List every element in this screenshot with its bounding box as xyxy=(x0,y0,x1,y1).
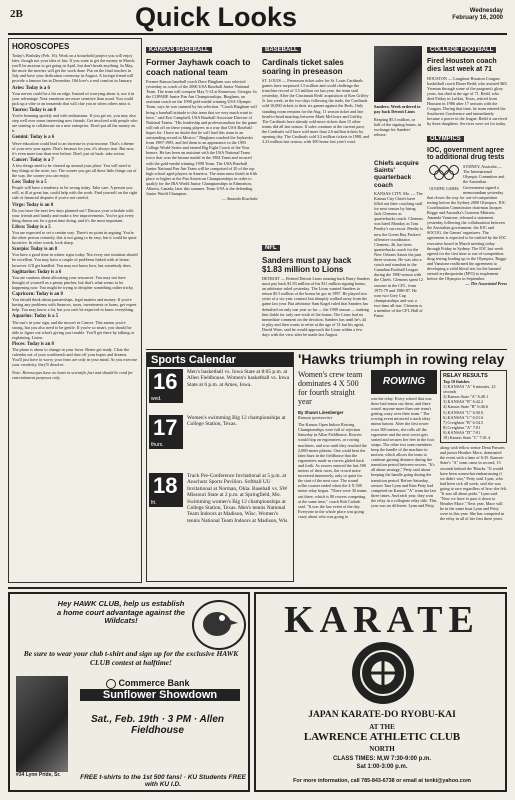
relay-subtitle: Top 10 finishes xyxy=(443,379,470,384)
karate-word: KARATE xyxy=(284,599,480,641)
jayhawk-icon xyxy=(194,602,240,644)
calendar-day-of-week: fri. xyxy=(151,500,157,506)
college-body: HOUSTON — Longtime Houston Cougars basketball coach Elmer Redd, who assisted Bill Yeoman through some of the program's glory years, has died at the age of 71. Redd, who died Friday in Lufkin, Texas, retired from Houston in 1986 after 17 seasons with the Cougars. During that time, he team entered the Southwest Conference and immediately became a power in the league. Redd is survived by three daughters. Services were set for today. xyxy=(427,75,507,127)
chiefs-body: KANSAS CITY, Mo. — The Kansas City Chiefs have filled out their coaching staff for next season by hiring Jack Clemens as quarterbacks coach. Clemens was hired Monday as Tom Pendry's successor. Pendry is now the Green Bay Packers' offensive coordinator. Clemens, 46, has been quarterbacks coach for the New Orleans Saints the past three seasons. He was also a coach and standout in the Canadian Football League during the 1980 season with the Chiefs. Clemens spent 12 seasons in the CFL, from 1975-79 and 1980-87. He won two Grey Cup championships and was a two-time all-star. Clemens is a member of the CFL Hall of Fame. xyxy=(374,190,423,319)
horoscopes-title: HOROSCOPES xyxy=(12,42,70,51)
horoscope-sign xyxy=(12,158,138,178)
karate-ad xyxy=(254,592,507,792)
horoscope-sign-name: Sagittarius: Today is a 6 xyxy=(12,269,62,275)
horoscope-sign xyxy=(12,203,138,223)
horoscope-sign-name: Taurus: Today is an 8 xyxy=(12,107,57,113)
olympic-logo-caption: OLYMPIC GAMES xyxy=(429,187,459,192)
rowing-col-2 xyxy=(371,370,437,584)
horoscope-sign xyxy=(12,342,138,367)
player-caption: #34 Lynn Pride, Sr. xyxy=(16,772,61,778)
header-rule xyxy=(8,33,507,35)
event-when: Sat., Feb. 19th · 3 PM · Allen Fieldhouse xyxy=(91,714,224,736)
sanders-caption: Sanders: Week ordered to pay back Detroit Lions xyxy=(374,104,421,115)
rowing-text-3: along with fellow senior Dena Parsons and junior Heather Mace, dominated the event with a time of 6:35. Kansas-State's "A" team came in second, 13 seconds behind the 'Hawks. "It would have been somewhat embarrassing if we didn't win," Petty said. Lynn, who had been sick all week, said she was going to race regardless of how she felt. "It was all about pride," Lynn said. "Now we have to pass it down to Heather Mace." Next year, Mace will be in the same boat Lynn and Petty were in this year. She has competed in the relay in all of her first three years. xyxy=(440,445,507,522)
ad-rule xyxy=(8,587,507,589)
bank-logo-icon xyxy=(106,679,116,689)
horoscope-sign xyxy=(12,270,138,290)
calendar-event-text: Men's basketball vs. Iowa State at 8:05 p.m. at Allen Fieldhouse. Women's basketball vs. Iowa State at 6 p.m. at Ames, Iowa. xyxy=(187,369,290,388)
issue-day: Wednesday xyxy=(469,8,503,14)
horoscope-sign-text: Your nerves could be a bit on edge. Instead of worrying about it, use it in your advantage. Your emotions are more sensitive than usual. You could pick up a vibe or an innuendo that will clue you in when others miss it. xyxy=(12,90,135,106)
college-section: COLLEGE FOOTBALL xyxy=(427,47,496,53)
horoscope-sign-text: You are expected to set a certain way. There's no point in arguing. You're the other person certainly, this is not going to be easy, but it could be quite lucrative. In other words, look sharp. xyxy=(12,230,137,246)
horoscope-sign-text: Wave education could lead to an increase in your income. That's a theme of your new year again. That's because for you, it's always true. But now, it's even more true than ever before. Don't just sit back: take action. xyxy=(12,140,135,156)
nfl-story xyxy=(262,236,370,348)
rowing-col-3 xyxy=(440,370,507,584)
calendar-day-number: 16 xyxy=(153,369,178,394)
relay-rows xyxy=(443,384,504,440)
calendar-day xyxy=(147,369,294,407)
cardinals-headline: Cardinals ticket sales soaring in preseason xyxy=(262,58,344,76)
horoscope-sign-text: The sun's in your sign, and the moon's in Cancer. This means you're strong, but you also need to be gentle. If you're so smart, you should be able to figure out what's giving you trouble. You'll get there by talking or explaining. Listen. xyxy=(12,319,135,340)
horoscopes-note: Note: Horoscopes have no basis in scientific fact and should be read for entertainment purposes only. xyxy=(12,370,133,381)
rowing-deck: Women's crew team dominates 4 X 500 for fourth straight year xyxy=(298,370,363,406)
horoscope-sign xyxy=(12,292,138,312)
karate-seal xyxy=(352,642,414,704)
rowing-logo: ROWING xyxy=(371,370,437,394)
hawk-club-ad xyxy=(8,592,250,792)
horoscope-sign-text: You are cautious about allocating your resources. You may not have thought of yourself as a penny pincher, but that's what seems to be happening now. You might be trying to decipher something rather tricky. xyxy=(12,274,134,290)
cardinals-story xyxy=(262,38,370,233)
relay-result-row: 8) Creighton "A" 7:01 xyxy=(443,424,481,430)
mid-rule xyxy=(146,349,507,350)
rowing-byline: By Shawn Linenberger xyxy=(298,410,344,415)
right-column xyxy=(427,38,507,348)
horoscope-sign-name: Gemini: Today is a 6 xyxy=(12,135,55,141)
issue-date xyxy=(452,8,503,22)
olympics-credit: — The Associated Press xyxy=(465,281,507,287)
calendar-day xyxy=(147,415,294,453)
issue-date-text: February 16, 2000 xyxy=(452,15,503,21)
rowing-headline: 'Hawks triumph in rowing relay xyxy=(298,352,505,367)
calendar-event-text: Women's swimming Big 12 championships at College Station, Texas. xyxy=(187,415,286,428)
horoscope-sign-name: Pisces: Today is an 8 xyxy=(12,341,54,347)
horoscope-sign-text: You should think about partnerships, legal matters and money. If you're having any problems with finances, taxes, investments or loans, get expert help. You may know a lot, but you can't be expected to know everything. xyxy=(12,297,137,313)
calendar-title: Sports Calendar xyxy=(147,353,293,367)
relay-result-row: 1) KANSAS "A" 6 minutes, 23 seconds xyxy=(443,384,496,395)
sanders-continued: Reaping $5.5 million, or half of the signing bonus, in exchange for Sanders' release. xyxy=(374,117,421,138)
relay-results-box xyxy=(440,370,507,443)
relay-result-row: 3) KANSAS "B" 6:42.2 xyxy=(443,399,484,405)
kansas-byline: — Amanda Koschake xyxy=(222,196,258,202)
horoscope-sign xyxy=(12,180,138,200)
olympics-section: OLYMPICS xyxy=(427,136,464,142)
nfl-headline: Sanders must pay back $1.83 million to Lions xyxy=(262,256,352,274)
horoscope-sign-text: You have a good time in winter signs today. Not every one intuition should be excellent. You may have a couple of problems linked with at home, however. It'll get handled. You may not know how, but somebody does. xyxy=(12,252,138,268)
calendar-date-block xyxy=(149,369,183,403)
ad-left-footer: FREE t-shirts to the 1st 500 fans! · KU Students FREE with KU I.D. xyxy=(80,774,246,788)
cardinals-body: ST. LOUIS — Preseason ticket sales for St. Louis Cardinals games have surpassed 1.5 million and could challenge the franchise record of 3.5 million set last year, the team said yesterday. After the Cincinnati Reds' acquisition of Ken Griffey Jr. last week, in the two days following the trade, the Cardinals sold 10,000 tickets to their six games against the Reds. Only standing room remains for the Aug. 11 season ticket and late head-to-head matchup between Mark McGwire and Griffey. The Cardinals have already sold more tickets than 15 other teams did all last season. If sales continue at the current pace, the Cardinals will have sold more than 2.6 million tickets by opening day. The Cardinals sold 3.2 million tickets in 1998, and 3.23 million last season, with 300 home last year's total. xyxy=(262,78,370,145)
kansas-body: Former Kansas baseball coach Dave Bingham was selected yesterday as coach of the 2000 USA Baseball Junior National Team. The team will compete May 5-14 at Kennesaw, Georgia. In the COPABE Junior Pan Am Championships. Bingham, an assistant coach on the 1998 gold medal winning USA Olympic Team, says he was stunned by his selection. "Coach Bingham will bring a baseball attitude to this team that we very much want to have," said Eric Campbell, USA Baseball Associate Director of National Teams. "His leadership and professionalism for the game will rub off on these young players in a way that USA Baseball hopes for. I have no doubt that he will lead this team to an outstanding record in Mexico." Bingham coached the Jayhawks from 1987-1995, and led them to an appearance in the 1993 College World Series and earned Big Eight Coach of the Year honors. He has been an assistant with the USA National Team twice that won the bronze medal in the 1984 Team and secured with the gold-medal winning 1998 Team. The USA Baseball Junior National Pan Am Team will be comprised of 20 of the top high school aged players in America. The team must finish in fifth place or higher at the Pan American Championships in order to qualify for the IBA World Junior Championships in Edmonton, Alberta, Canada, later this summer. Team USA is the defending Junior World Champion. xyxy=(146,79,258,197)
nfl-body: DETROIT — Retired Detroit Lions running back Barry Sanders must pay back $1.83 million of his $11 million signing bonus, an arbitrator ruled yesterday. The Lions wanted Sanders to return $5.5 million of the bonus he got in 1997. He played two years of a six-year contract but abruptly walked away from the game last year. But arbitrator Sam Kagel ruled that Sanders has defaulted on only one year so far — the 1999 season — making him liable for only one-sixth of the bonus. The Lions had no immediate comment on the decision. Sanders has until he's 44 to play and then wants to retire at the age of 31 but his agent, David Ware, said he would approach the Lions within a few days with the view after he made last August. xyxy=(262,276,370,338)
horoscope-sign-text: A few things need to be cleared up around your place. You will need to buy things at the store, too. The sooner you get all these little things out of the way, the sooner you can enjoy. xyxy=(12,162,137,179)
karate-at: AT THE xyxy=(369,723,395,731)
horoscope-sign-name: Aquarius: Today is a 5 xyxy=(12,314,59,320)
horoscope-sign xyxy=(12,225,138,245)
chiefs-story xyxy=(374,160,424,350)
horoscope-sign xyxy=(12,86,138,106)
sanders-photo xyxy=(374,46,422,102)
horoscope-sign-name: Capricorn: Today is an 8 xyxy=(12,292,63,298)
college-headline: Fired Houston coach dies last week at 71 xyxy=(427,58,497,73)
calendar-day-number: 17 xyxy=(153,415,178,440)
olympics-headline: IOC, government agree to additional drug tests xyxy=(427,146,505,162)
rowing-byline-role: Kansan sportswriter xyxy=(298,415,333,421)
rowing-text-1: The Kansas Open Indoor Rowing Championships were full of rejection Saturday in Allen Fieldhouse. Rowers would hop on ergometers, or rowing machines, and row until they reached the 2,000-meter plateau. One could hear the faint buzz in the fieldhouse that the ergometers made as rowers glided back and forth. As rowers entered the last 500 meters of their races, the crowd noise increased immensely, only to quiet for the start of the next race. The sound roller coaster ended when the 4 X 500 meter relay began. "There were 30 teams out there, which is 80 rowers competing at the same time," coach Rob Catloth said. "It was the last event of the day. Everyone in the whole place was going crazy about who was going to xyxy=(298,422,367,519)
calendar-day-of-week: wed. xyxy=(151,396,162,402)
rowing-col-1 xyxy=(298,370,368,584)
rowing-body-area xyxy=(298,370,507,584)
kansas-baseball-section: KANSAS BASEBALL xyxy=(146,47,212,53)
horoscope-sign-name: Aries: Today is a 6 xyxy=(12,85,50,91)
relay-result-row: 10) Kansas State "C" 7:01.4 xyxy=(443,435,491,441)
hawk-club-promo: Be sure to wear your club t-shirt and sign up for the exclusive HAWK CLUB contest at halftime! xyxy=(23,649,239,667)
horoscope-sign-text: You're beaming quickly and with enthusiasm. If you get set, you may also step well over some interesting new friends. Get involved with people who are starting to collaborate on a new enterprise. Don't put all the money on it. xyxy=(12,113,138,134)
horoscope-sign xyxy=(12,247,138,267)
relay-result-row: 4) Kansas State "B" 6:46.6 xyxy=(443,404,488,410)
horoscope-sign xyxy=(12,108,138,133)
bank-name: Commerce Bank xyxy=(118,678,190,688)
commerce-bank-name xyxy=(98,678,198,689)
horoscope-sign-name: Cancer: Today is a 7 xyxy=(12,157,54,163)
olympic-rings-icon xyxy=(427,164,461,182)
horoscope-sign-text: Do you have the next few days planned out? Discuss your schedule with your friends and family and make a few improvements. You've got every thing drawn out for a great time doing, and it's the most important. xyxy=(12,207,135,223)
hawk-logo xyxy=(192,600,246,650)
relay-title: RELAY RESULTS xyxy=(443,373,488,379)
page-number: 2B xyxy=(10,8,23,20)
horoscope-sign-text: People will have a tendency to be wrong today. Take care. A person you will, at ill at great fun, could help with the work. Find yourself on the right side of financial disputes if you're not careful. xyxy=(12,185,138,201)
karate-location: NORTH xyxy=(369,745,395,753)
calendar-day-number: 18 xyxy=(153,473,178,498)
horoscope-sign-text: The phase is about to change in your favor. Better get ready. Clear the calendar out of your workbench and dust off your hopes and dreams. You'll just have to worry your fears are only in your mind. As you exercise your creativity, they'll dissolve. xyxy=(12,346,138,368)
karate-school: JAPAN KARATE-DO RYOBU-KAI xyxy=(308,710,456,720)
horoscopes-intro: Today's Birthday (Feb. 16). Work on a household project you will enjoy later, though not your idea of fun. If you want to get the money in March, you'll be anxious to get going in April, but don't break anything. In May, the more the merrier will get the work done. Put on the final touches in July and have your dedication ceremony in August. A foreign friend will provide a famous fan in December. Old love's a real comfort in January. xyxy=(12,53,136,84)
relay-result-row: 7) Creighton "B" 6:54.5 xyxy=(443,419,484,425)
karate-place: LAWRENCE ATHLETIC CLUB xyxy=(303,731,461,743)
event-name: Sunflower Showdown xyxy=(80,689,240,701)
karate-contact: For more information, call 785-843-6738 or email at tenki@yahoo.com xyxy=(293,778,471,784)
olympics-body: SYDNEY, Australia — The International Olympic Committee and the Australian Government signed a memorandum yesterday that closes the way for out-of-competition testing before the Sydney 2000 Olympics. IOC Coordination Commission chairman Jacques Rogge and Australia's Customs Minister, Amanda Vanstone, released a statement yesterday following the collaboration between the Australian government, the IOC and SOCOG, the Games' organizers. The agreement is expected to be ratified by the IOC executive board in March meeting today through Friday in Sydney. The IOC last week agreed for the first time to out-of-competition drug testing leading up to the Olympics. Rogge and Vanstone reaffirmed the agreement to developing a valid blood test for the banned steroid erythropoietin (EPO) to implement before the Olympics in September. xyxy=(427,164,507,282)
calendar-day-of-week: thurs. xyxy=(151,442,164,448)
karate-times: CLASS TIMES: M,W 7:30-9:00 p.m. xyxy=(332,756,431,762)
karate-emblem-icon xyxy=(352,642,414,704)
horoscope-sign-name: Scorpio: Today is an 8 xyxy=(12,247,58,253)
horoscope-sign xyxy=(12,135,138,155)
relay-result-row: 9) KANSAS "D" 7:01 xyxy=(443,429,481,435)
section-title: Quick Looks xyxy=(135,2,298,32)
chiefs-headline: Chiefs acquire Saints' quarterback coach xyxy=(374,160,419,189)
horoscope-sign-name: Virgo: Today is an 8 xyxy=(12,202,54,208)
calendar-date-block xyxy=(149,415,183,449)
baseball-section: BASEBALL xyxy=(262,47,301,53)
olympic-logo xyxy=(427,164,461,192)
horoscopes-box xyxy=(8,38,142,583)
calendar-date-block xyxy=(149,473,183,507)
karate-times-2: Sat 1:00-3:00 p.m. xyxy=(356,764,408,770)
relay-result-row: 2) Kansas State "A" 6:40.1 xyxy=(443,394,489,400)
nfl-section: NFL xyxy=(262,245,280,251)
relay-result-row: 6) KANSAS "C" 6:51.6 xyxy=(443,414,484,420)
relay-result-row: 5) KANSAS "C" 6:50.0 xyxy=(443,409,484,415)
calendar-day xyxy=(147,473,294,524)
player-photo xyxy=(16,676,68,772)
horoscope-signs xyxy=(12,86,138,368)
sports-calendar xyxy=(146,352,294,582)
hawk-club-tagline: Hey HAWK CLUB, help us establish a home court advantage against the Wildcats! xyxy=(57,599,185,625)
kansas-headline: Former Jayhawk coach to coach national team xyxy=(146,57,251,77)
horoscope-sign-name: Leo: Today is a 5 xyxy=(12,180,47,186)
calendar-event-text: Track Pre-Conference Invitational at 5 p.m. at Anschutz Sports Pavilion. Softball UU Invitational at Norman, Okla. Baseball vs. SW Missouri State at 2 p.m. at Springfield, Mo. Swimming women's Big 12 championships at College Station, Texas. Men's tennis National Team Indoors at Madison, Wisc. Women's tennis National Team Indoors at Madison, Wis. xyxy=(187,473,289,524)
rowing-text-2: win the relay. Every school that was there had teams out there, and there wasn't anyone more than one team's getting crazy over their team." The rowing event mirrored a track relay minus batons. After the first rower rows 500 meters, she rolls off the ergometer and the next rower gets seated and secures her feet in the foot straps. The other two team members keep the handle of the machine in motion, which allows the team to continue gaining distance during the transition period between rowers. "It's all about strategy," Petty said about keeping the handle going during the transition period. Before Saturday, seniors Tara Lynn and Kim Petty had competed on Kansas' "A" team the last three times. And each year, they won the relay in a collegiate relay title. This year was no different. Lynn and Petty, xyxy=(371,396,437,508)
horoscope-sign xyxy=(12,314,138,339)
horoscope-sign-name: Libra: Today is a 5 xyxy=(12,224,51,230)
kansas-baseball-story xyxy=(146,38,258,348)
